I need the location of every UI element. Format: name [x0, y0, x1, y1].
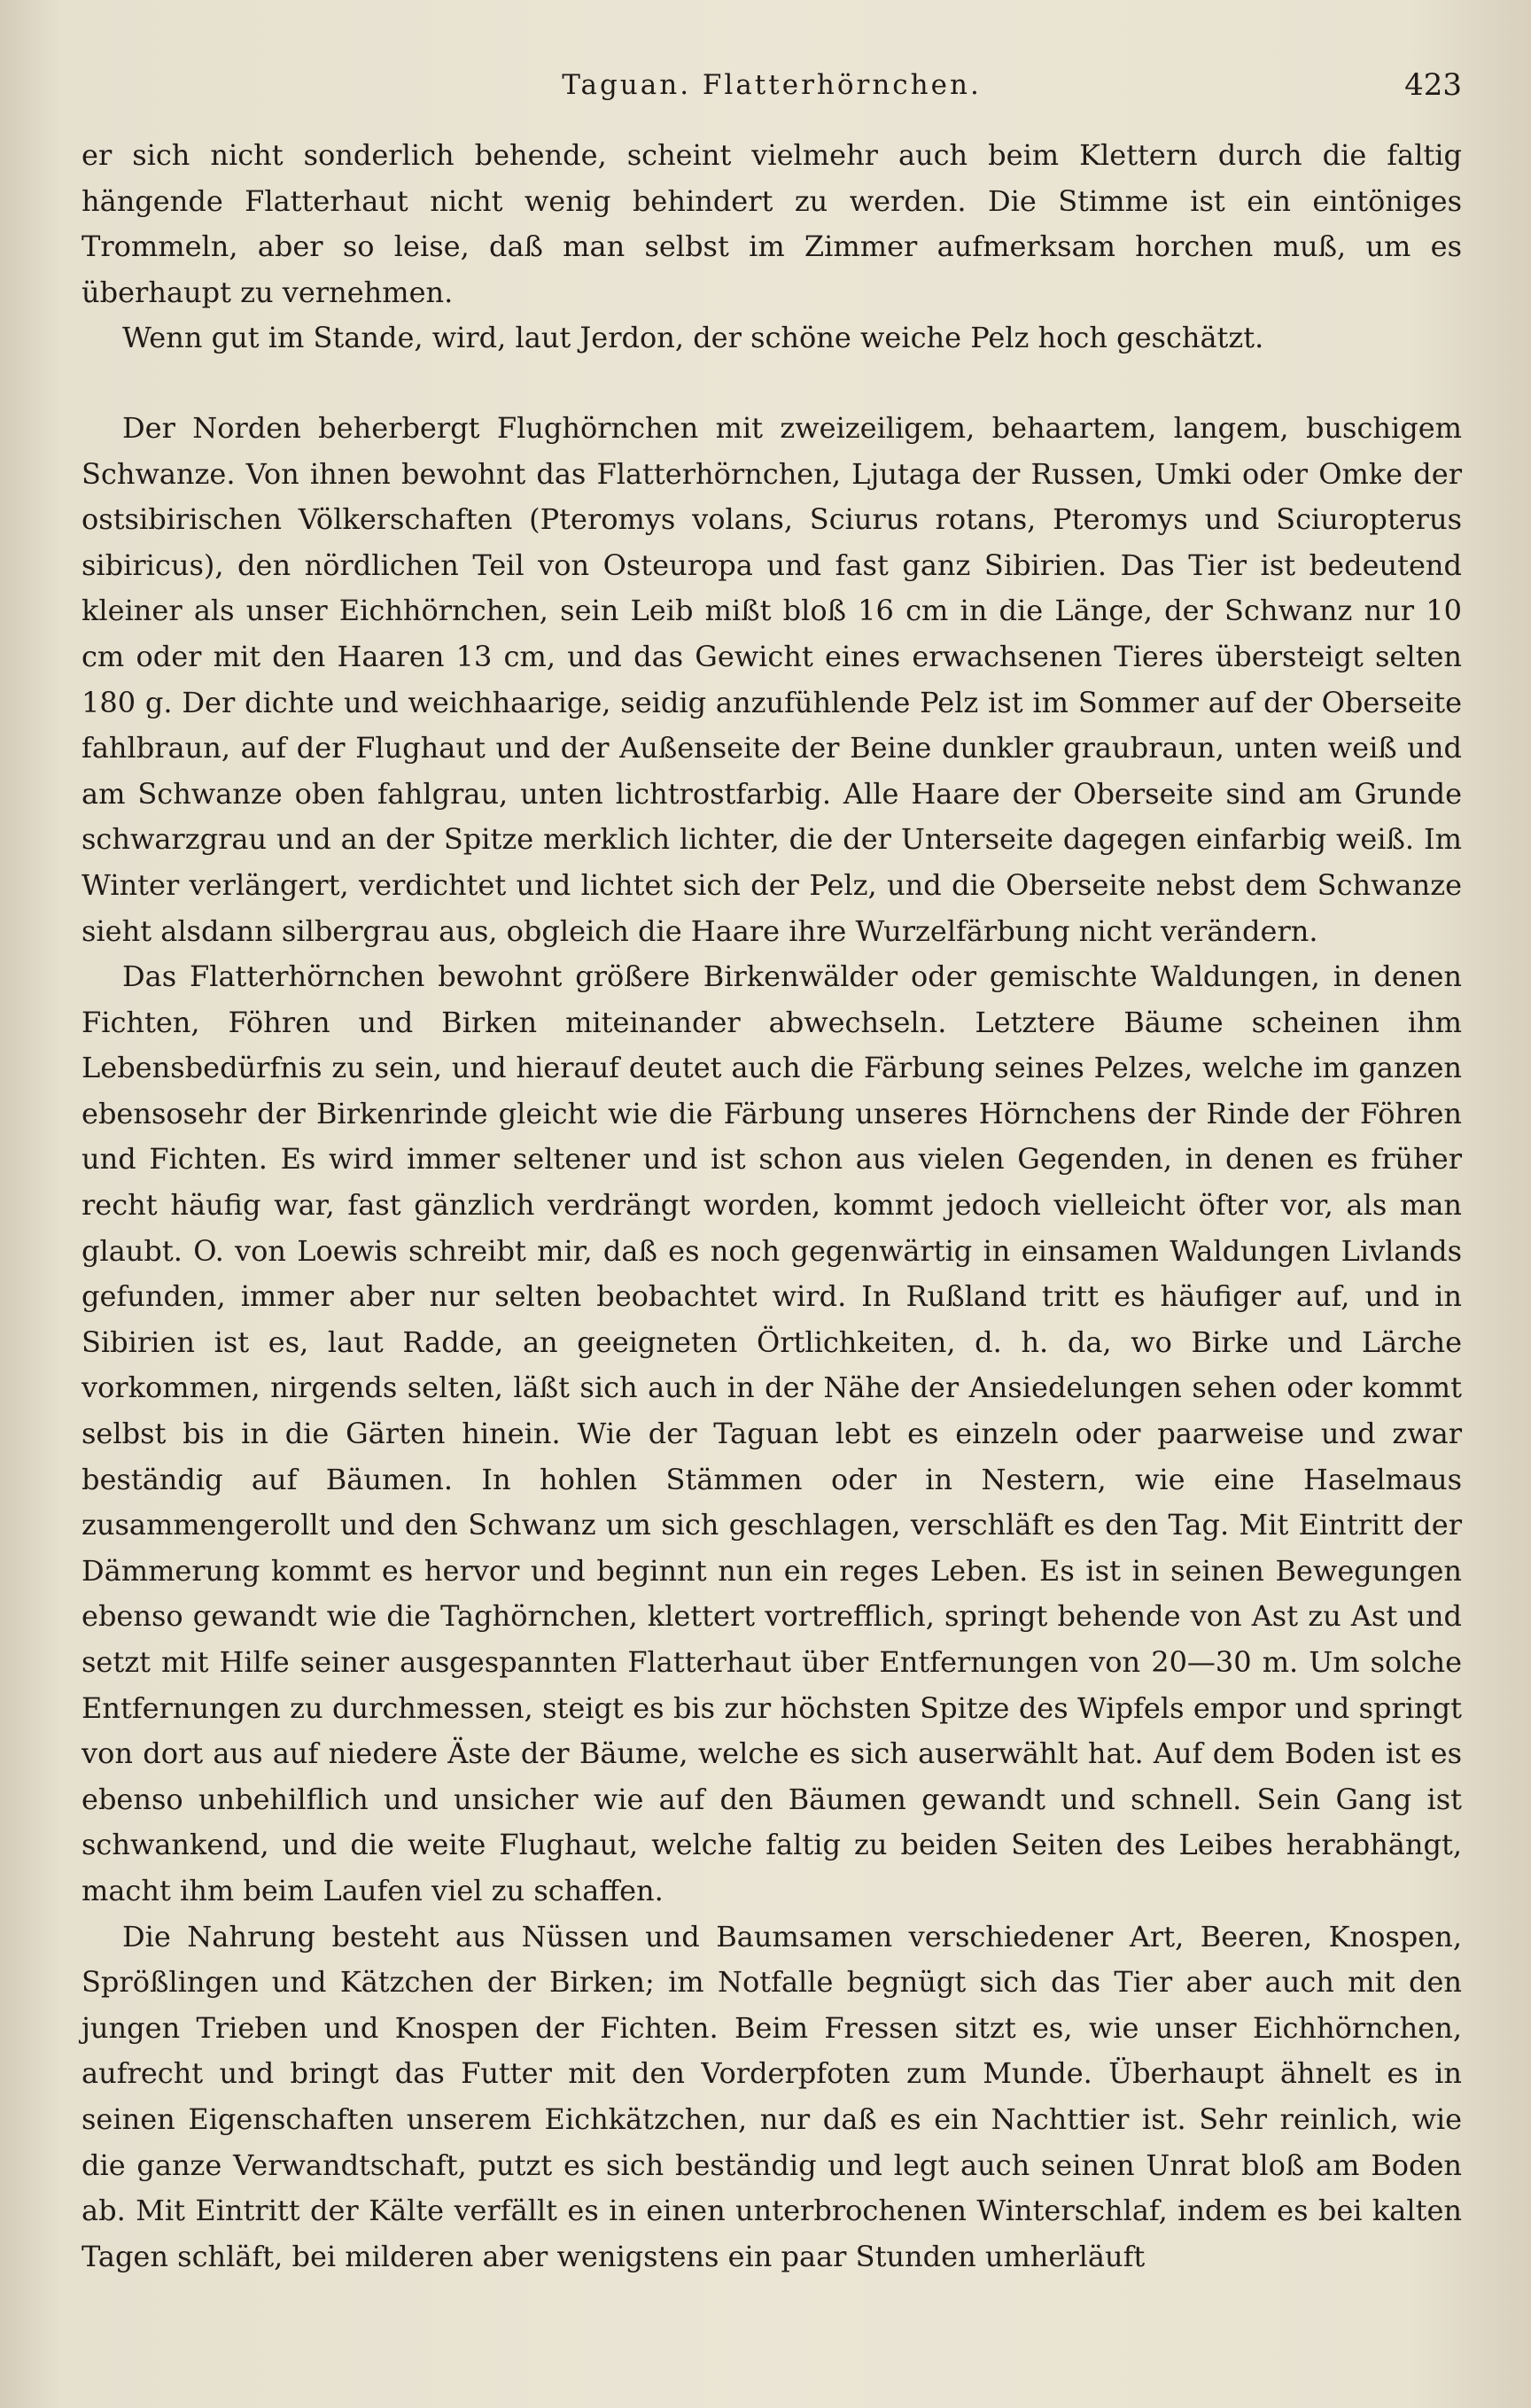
page-body: [82, 133, 1462, 2280]
paragraph: Die Nahrung besteht aus Nüssen und Baumsamen verschiedener Art, Beeren, Knospen, Sprößlingen und Kätzchen der Birken; im Notfalle begnügt sich das Tier aber auch mit den jungen Trieben und Knospen der Fichten. Beim Fressen sitzt es, wie unser Eichhörnchen, aufrecht und bringt das Futter mit den Vorderpfoten zum Munde. Überhaupt ähnelt es in seinen Eigenschaften unserem Eichkätzchen, nur daß es ein Nachttier ist. Sehr reinlich, wie die ganze Verwandtschaft, putzt es sich beständig und legt auch seinen Unrat bloß am Boden ab. Mit Eintritt der Kälte verfällt es in einen unterbrochenen Winterschlaf, indem es bei kalten Tagen schläft, bei milderen aber wenigstens ein paar Stunden umherläuft: [82, 1919, 1462, 2273]
page-header: [82, 62, 1462, 115]
paragraph: Das Flatterhörnchen bewohnt größere Birkenwälder oder gemischte Waldungen, in denen Fichten, Föhren und Birken miteinander abwechseln. Letztere Bäume scheinen ihm Lebensbedürfnis zu sein, und hierauf deutet auch die Färbung seines Pelzes, welche im ganzen ebensosehr der Birkenrinde gleicht wie die Färbung unseres Hörnchens der Rinde der Föhren und Fichten. Es wird immer seltener und ist schon aus vielen Gegenden, in denen es früher recht häufig war, fast gänzlich verdrängt worden, kommt jedoch vielleicht öfter vor, als man glaubt. O. von Loewis schreibt mir, daß es noch gegenwärtig in einsamen Waldungen Livlands gefunden, immer aber nur selten beobachtet wird. In Rußland tritt es häufiger auf, und in Sibirien ist es, laut Radde, an geeigneten Örtlichkeiten, d. h. da, wo Birke und Lärche vorkommen, nirgends selten, läßt sich auch in der Nähe der Ansiedelungen sehen oder kommt selbst bis in die Gärten hinein. Wie der Taguan lebt es einzeln oder paarweise und zwar beständig auf Bäumen. In hohlen Stämmen oder in Nestern, wie eine Haselmaus zusammengerollt und den Schwanz um sich geschlagen, verschläft es den Tag. Mit Eintritt der Dämmerung kommt es hervor und beginnt nun ein reges Leben. Es ist in seinen Bewegungen ebenso gewandt wie die Taghörnchen, klettert vortrefflich, springt behende von Ast zu Ast und setzt mit Hilfe seiner ausgespannten Flatterhaut über Entfernungen von 20—30 m. Um solche Entfernungen zu durchmessen, steigt es bis zur höchsten Spitze des Wipfels empor und springt von dort aus auf niedere Äste der Bäume, welche es sich auserwählt hat. Auf dem Boden ist es ebenso unbehilflich und unsicher wie auf den Bäumen gewandt und schnell. Sein Gang ist schwankend, und die weite Flughaut, welche faltig zu beiden Seiten des Leibes herabhängt, macht ihm beim Laufen viel zu schaffen.: [82, 959, 1462, 1907]
paragraph-continued: er sich nicht sonderlich behende, scheint vielmehr auch beim Klettern durch die faltig hängende Flatterhaut nicht wenig behindert zu werden. Die Stimme ist ein eintöniges Trommeln, aber so leise, daß man selbst im Zimmer aufmerksam horchen muß, um es überhaupt zu vernehmen.: [82, 138, 1462, 309]
page-number: 423: [1404, 67, 1462, 103]
paragraph: Wenn gut im Stande, wird, laut Jerdon, der schöne weiche Pelz hoch geschätzt.: [122, 321, 1264, 355]
paragraph: Der Norden beherbergt Flughörnchen mit zweizeiligem, behaartem, langem, buschigem Schwanze. Von ihnen bewohnt das Flatterhörnchen, Ljutaga der Russen, Umki oder Omke der ostsibirischen Völkerschaften (Pteromys volans, Sciurus rotans, Pteromys und Sciuropterus sibiricus), den nördlichen Teil von Osteuropa und fast ganz Sibirien. Das Tier ist bedeutend kleiner als unser Eichhörnchen, sein Leib mißt bloß 16 cm in die Länge, der Schwanz nur 10 cm oder mit den Haaren 13 cm, und das Gewicht eines erwachsenen Tieres übersteigt selten 180 g. Der dichte und weichhaarige, seidig anzufühlende Pelz ist im Sommer auf der Oberseite fahlbraun, auf der Flughaut und der Außenseite der Beine dunkler graubraun, unten weiß und am Schwanze oben fahlgrau, unten lichtrostfarbig. Alle Haare der Oberseite sind am Grunde schwarzgrau und an der Spitze merklich lichter, die der Unterseite dagegen einfarbig weiß. Im Winter verlängert, verdichtet und lichtet sich der Pelz, und die Oberseite nebst dem Schwanze sieht alsdann silbergrau aus, obgleich die Haare ihre Wurzelfärbung nicht verändern.: [82, 410, 1462, 948]
running-head: Taguan. Flatterhörnchen.: [562, 69, 982, 101]
